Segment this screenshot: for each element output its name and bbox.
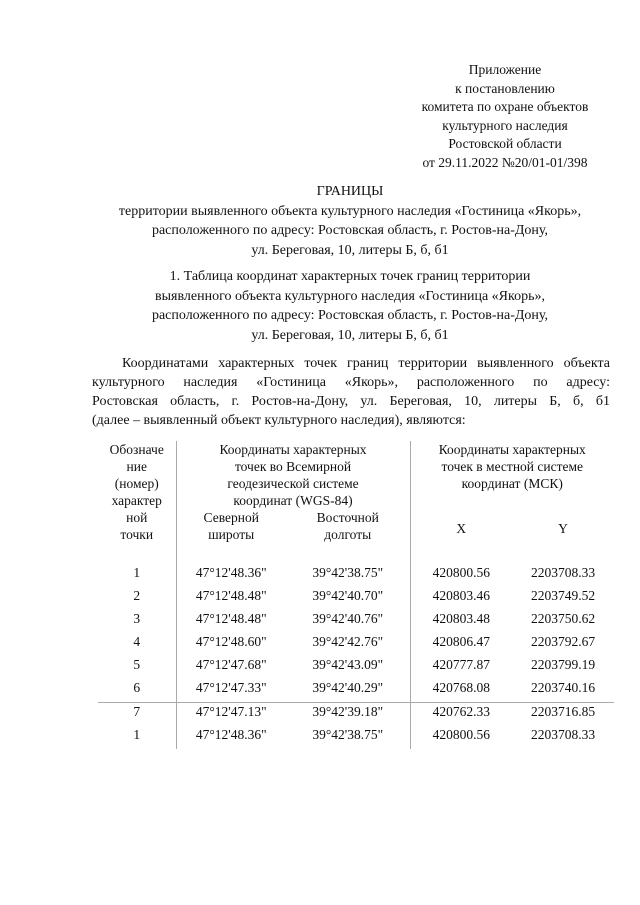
cell-point: 2	[98, 587, 176, 610]
paragraph-line: Координатами характерных точек границ территории выявленного объекта	[122, 356, 610, 371]
caption-line: 1. Таблица координат характерных точек границ территории	[169, 269, 531, 284]
table-row	[98, 656, 614, 679]
cell-y: 2203792.67	[530, 634, 596, 649]
cell-point: 4	[98, 633, 176, 656]
header-msk-group: Координаты характерных точек в местной системе координат (МСК)	[438, 442, 586, 491]
table-row	[98, 587, 614, 610]
cell-x: 420803.48	[432, 611, 490, 626]
cell-y: 2203799.19	[530, 657, 596, 672]
cell-point: 7	[98, 703, 176, 727]
header-wgs84-group: Координаты характерных точек во Всемирной геодезической системе координат (WGS-84)	[176, 441, 410, 509]
appendix-line: комитета по охране объектов	[421, 99, 589, 114]
header-y: Y	[558, 521, 568, 536]
table-row	[98, 703, 614, 727]
cell-latitude: 47°12'48.60"	[195, 634, 267, 649]
appendix-line: Приложение	[468, 62, 542, 77]
paragraph-line: (далее – выявленный объект культурного наследия), являются:	[92, 413, 466, 428]
cell-y: 2203708.33	[530, 727, 596, 742]
cell-latitude: 47°12'47.68"	[195, 657, 267, 672]
cell-point: 5	[98, 656, 176, 679]
header-x: X	[456, 521, 467, 536]
cell-longitude: 39°42'39.18"	[286, 703, 410, 727]
table-row	[98, 610, 614, 633]
cell-point: 1	[98, 564, 176, 587]
heading-line: территории выявленного объекта культурного наследия «Гостиница «Якорь»,	[118, 203, 582, 219]
cell-y: 2203708.33	[530, 565, 596, 580]
document-heading	[60, 182, 640, 260]
document-title: ГРАНИЦЫ	[316, 184, 384, 199]
cell-y: 2203740.16	[530, 680, 596, 695]
cell-y: 2203750.62	[530, 611, 596, 626]
cell-longitude: 39°42'40.29"	[286, 679, 410, 703]
cell-y: 2203749.52	[530, 588, 596, 603]
table-row	[98, 633, 614, 656]
cell-x: 420768.08	[432, 680, 490, 695]
caption-line: выявленного объекта культурного наследия «Гостиница «Якорь»,	[155, 288, 545, 304]
cell-latitude: 47°12'48.48"	[195, 611, 267, 626]
cell-point: 3	[98, 610, 176, 633]
paragraph-line: культурного наследия «Гостиница «Якорь», расположенного по адресу:	[92, 375, 610, 390]
appendix-line: культурного наследия	[442, 117, 568, 133]
appendix-line: к постановлению	[455, 80, 555, 96]
intro-paragraph	[92, 354, 610, 430]
cell-point: 1	[98, 726, 176, 749]
cell-point: 6	[98, 679, 176, 703]
cell-latitude: 47°12'48.48"	[195, 588, 267, 603]
cell-latitude: 47°12'48.36"	[195, 727, 267, 742]
table-row	[98, 564, 614, 587]
cell-x: 420800.56	[432, 727, 490, 742]
caption-line: расположенного по адресу: Ростовская область, г. Ростов-на-Дону,	[151, 308, 549, 323]
cell-latitude: 47°12'47.33"	[195, 680, 267, 695]
header-north-latitude: Северной широты	[203, 510, 259, 542]
table-caption	[60, 267, 640, 345]
header-east-longitude: Восточной долготы	[286, 509, 410, 564]
table-row	[98, 679, 614, 703]
appendix-date-number: от 29.11.2022 №20/01-01/398	[422, 154, 588, 170]
table-header-row	[98, 441, 614, 509]
cell-longitude: 39°42'38.75"	[286, 564, 410, 587]
heading-line: расположенного по адресу: Ростовская область, г. Ростов-на-Дону,	[151, 223, 549, 238]
cell-longitude: 39°42'38.75"	[286, 726, 410, 749]
cell-latitude: 47°12'48.36"	[195, 565, 267, 580]
appendix-line: Ростовской области	[448, 136, 562, 151]
cell-longitude: 39°42'40.76"	[286, 610, 410, 633]
cell-y: 2203716.85	[512, 703, 614, 727]
cell-longitude: 39°42'40.70"	[286, 587, 410, 610]
caption-line: ул. Береговая, 10, литеры Б, б, б1	[251, 327, 449, 343]
cell-x: 420762.33	[410, 703, 512, 727]
appendix-block	[400, 61, 610, 172]
cell-longitude: 39°42'42.76"	[286, 633, 410, 656]
paragraph-line: Ростовская область, г. Ростов-на-Дону, ул. Береговая, 10, литеры Б, б, б1	[92, 394, 610, 409]
cell-x: 420777.87	[432, 657, 490, 672]
cell-latitude: 47°12'47.13"	[176, 703, 286, 727]
cell-longitude: 39°42'43.09"	[286, 656, 410, 679]
cell-x: 420800.56	[432, 565, 490, 580]
heading-line: ул. Береговая, 10, литеры Б, б, б1	[251, 242, 449, 258]
cell-x: 420806.47	[432, 634, 490, 649]
table-subheader-row	[98, 509, 614, 564]
header-point-number: Обозначе ние (номер) характер ной точки	[98, 441, 176, 564]
cell-x: 420803.46	[432, 588, 490, 603]
coordinates-table	[98, 441, 614, 749]
table-row	[98, 726, 614, 749]
